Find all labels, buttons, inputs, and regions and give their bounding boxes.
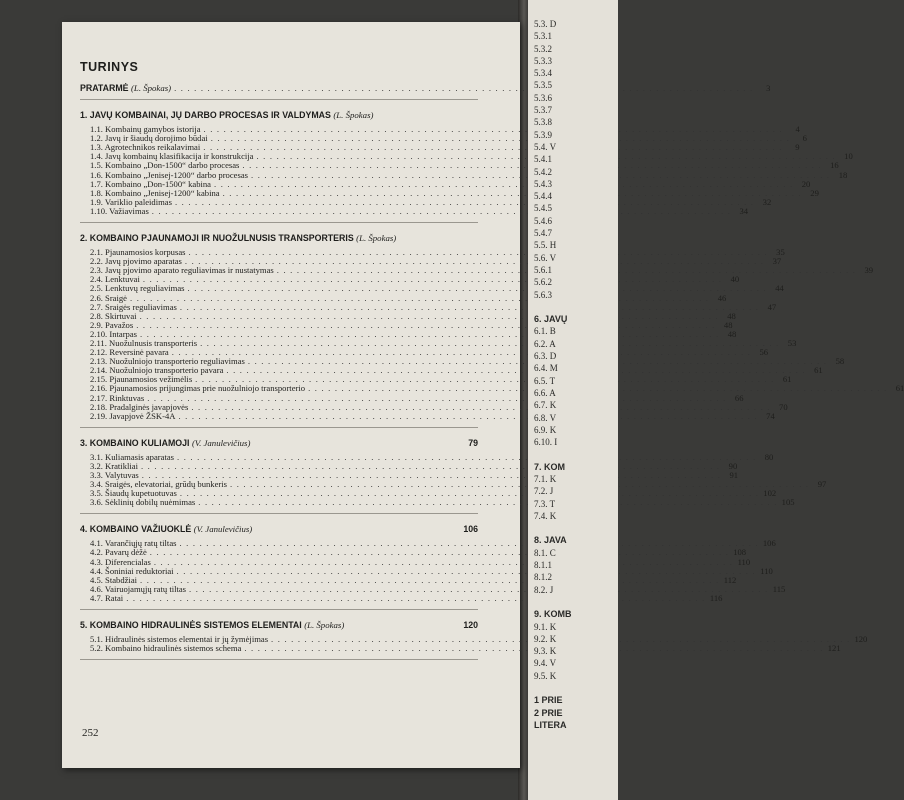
chapter-label: 1. JAVŲ KOMBAINAI, JŲ DARBO PROCESAS IR VALDYMAS xyxy=(80,110,331,121)
chapter-author: (V. Janulevičius) xyxy=(193,524,253,535)
toc-entry-title: 2.15. Pjaunamosios vežimėlis xyxy=(90,374,193,385)
right-page-fragment: 6.9. K xyxy=(534,424,557,435)
leader-dots xyxy=(198,498,777,507)
toc-entry-page: 48 xyxy=(723,319,733,330)
toc-entry-title: 4.1. Varančiųjų ratų tiltas xyxy=(90,538,177,549)
toc-title: TURINYS xyxy=(80,60,139,74)
right-page-fragment: 5.3.5 xyxy=(534,80,552,91)
toc-entry xyxy=(80,592,723,603)
right-page-fragment: 5.3.1 xyxy=(534,31,552,42)
right-page-fragment: 6.8. V xyxy=(534,412,557,423)
toc-entry-title: 2.2. Javų pjovimo aparatas xyxy=(90,256,182,267)
toc-entry-title: 1.4. Javų kombainų klasifikacija ir konstrukcija xyxy=(90,151,254,162)
right-page-fragment: 8.1.2 xyxy=(534,572,552,583)
right-page-fragment: 5.3. D xyxy=(534,19,557,29)
toc-entry-page: 61 xyxy=(782,374,792,385)
toc-entry-title: 2.16. Pjaunamosios prijungimas prie nuožulniojo transporterio xyxy=(90,383,306,394)
chapter-author: (L. Špokas) xyxy=(333,110,374,121)
right-page-fragment: 5.4.5 xyxy=(534,203,552,214)
right-page-fragment xyxy=(530,682,572,694)
right-page-fragment: 5.6. V xyxy=(534,252,557,263)
right-page-fragment: 5.3.9 xyxy=(534,129,552,140)
chapter-author: (L. Špokas) xyxy=(356,233,397,244)
toc-entry-title: 3.3. Valytuvas xyxy=(90,470,139,480)
right-page-fragment: 5.6.1 xyxy=(534,264,552,275)
right-page-fragment: 8.1.1 xyxy=(534,560,552,571)
toc-entry-page: 46 xyxy=(717,292,727,303)
toc-entry-title: 4.2. Pavarų dėžė xyxy=(90,547,147,558)
toc-entry-title: 4.5. Stabdžiai xyxy=(90,574,138,585)
toc-entry-page: 108 xyxy=(733,547,747,558)
right-page-fragment: 5.4.3 xyxy=(534,178,552,189)
toc-entry-title: 2.7. Sraigės reguliavimas xyxy=(90,301,177,312)
right-page-fragment: 6.1. B xyxy=(534,326,556,337)
toc-entry-page: 4 xyxy=(795,124,800,135)
toc-entry-title: 2.19. Javapjovė ŽSK-4A xyxy=(90,410,176,421)
right-page-fragment: 6.7. K xyxy=(534,400,557,411)
right-page-fragments xyxy=(530,18,572,731)
toc-entry-title: 2.1. Pjaunamosios korpusas xyxy=(90,247,186,258)
right-page-fragment: 5.3.3 xyxy=(534,55,552,66)
toc-entry-title: 4.7. Ratai xyxy=(90,592,124,603)
toc-entry-title: 1.1. Kombainų gamybos istorija xyxy=(90,124,201,135)
toc-entry-page: 74 xyxy=(766,410,775,421)
right-page-fragment: 5.4.4 xyxy=(534,191,552,202)
right-page-fragment: 7.1. K xyxy=(534,473,557,484)
divider xyxy=(80,222,478,223)
right-page-fragment: 8.2. J xyxy=(534,584,554,595)
toc-entry-title: 1.8. Kombaino „Jenisej-1200“ kabina xyxy=(90,187,220,198)
right-page-fragment: 5.4.1 xyxy=(534,154,552,165)
leader-dots xyxy=(174,84,753,93)
divider xyxy=(80,513,478,514)
right-page-fragment: 6.3. D xyxy=(534,351,557,362)
toc-entry-page: 44 xyxy=(775,283,784,294)
chapter-page: 79 xyxy=(468,437,478,448)
toc-entry-page: 61 xyxy=(814,365,823,376)
toc-entry-page: 110 xyxy=(760,565,773,576)
right-page-fragment: 6.2. A xyxy=(534,338,556,349)
toc-entry-page: 56 xyxy=(759,347,769,358)
toc-entry-title: 2.14. Nuožulniojo transporterio pavara xyxy=(90,365,224,376)
toc-entry-title: 2.5. Lenktuvų reguliavimas xyxy=(90,283,185,294)
toc-entry-page: 40 xyxy=(730,274,740,285)
toc-entry-page: 10 xyxy=(844,151,853,162)
toc-entry-page: 29 xyxy=(810,187,819,198)
right-page-fragment xyxy=(530,596,572,608)
toc-entry-page: 34 xyxy=(739,205,749,216)
toc-entry-page: 121 xyxy=(827,643,841,654)
right-page-fragment: 6. JAVŲ xyxy=(534,314,568,325)
toc-entry-title: 1.10. Važiavimas xyxy=(90,205,149,216)
leader-dots xyxy=(126,594,705,603)
right-page-fragment: 5.4.7 xyxy=(534,228,552,239)
right-page-fragment: 5.3.8 xyxy=(534,117,552,128)
right-page-fragment: 5.4.6 xyxy=(534,215,552,226)
chapter-page: 120 xyxy=(463,620,478,631)
right-page-fragment: 5.6.3 xyxy=(534,289,552,300)
chapter-label: 5. KOMBAINO HIDRAULINĖS SISTEMOS ELEMENTAI xyxy=(80,620,302,631)
right-page-fragment: 7.2. J xyxy=(534,486,554,497)
toc-entry-page: 48 xyxy=(727,328,737,339)
leader-dots xyxy=(152,207,731,216)
toc-entry-title: 2.13. Nuožulniojo transporterio reguliavimas xyxy=(90,356,245,367)
toc-entry-page: 102 xyxy=(763,488,777,499)
right-page-fragment xyxy=(530,301,572,313)
right-page-fragment: 6.4. M xyxy=(534,363,558,374)
toc-entry-title: 1.6. Kombaino „Jenisej-1200“ darbo procesas xyxy=(90,169,248,180)
right-page-fragment: 9.2. K xyxy=(534,633,557,644)
right-page-fragment: 9. KOMB xyxy=(534,609,572,620)
right-page-fragment: 5.3.7 xyxy=(534,105,552,116)
toc-entry-page: 106 xyxy=(762,538,776,549)
chapter-heading xyxy=(80,233,478,244)
chapter-heading xyxy=(80,438,478,449)
toc-entry-title: 2.9. Pavažos xyxy=(90,319,134,330)
preface-author: (L. Špokas) xyxy=(131,83,172,93)
toc-entry-page: 35 xyxy=(776,247,785,258)
divider xyxy=(80,99,478,100)
toc-entry-title: 1.9. Variklio paleidimas xyxy=(90,196,172,207)
toc-entry-title: 2.10. Intarpas xyxy=(90,328,138,339)
toc-entry-title: 2.12. Reversinė pavara xyxy=(90,347,169,358)
toc-entry-page: 116 xyxy=(709,592,723,603)
chapter-heading xyxy=(80,524,478,535)
toc-entry-page: 120 xyxy=(854,634,868,645)
divider xyxy=(80,427,478,428)
right-page-fragment: 5.3.2 xyxy=(534,43,552,54)
toc-entry-page: 61 xyxy=(895,383,904,394)
right-page-fragment: 5.6.2 xyxy=(534,277,552,288)
toc-entry-title: 2.4. Lenktuvai xyxy=(90,274,140,285)
toc-entry-page: 70 xyxy=(779,401,788,412)
toc-entry-page: 48 xyxy=(727,310,736,321)
toc-entry-title: 4.4. Šoniniai reduktoriai xyxy=(90,565,174,576)
toc-entry-page: 16 xyxy=(830,160,839,171)
toc-entry-page: 47 xyxy=(767,301,777,312)
toc-entry-title: 3.2. Kratikliai xyxy=(90,460,138,471)
toc-entry-page: 58 xyxy=(835,356,845,367)
right-page-fragment: 6.10. I xyxy=(534,437,558,448)
toc-entry-page: 115 xyxy=(772,583,786,594)
toc-entry-page: 32 xyxy=(762,196,772,207)
right-page-fragment: 7.3. T xyxy=(534,498,556,509)
chapter-page: 106 xyxy=(463,524,478,535)
right-page-fragment: 6.5. T xyxy=(534,375,556,386)
right-page-fragment: LITERA xyxy=(534,719,567,730)
chapter-label: 3. KOMBAINO KULIAMOJI xyxy=(80,437,190,448)
toc-entry-title: 5.2. Kombaino hidraulinės sistemos schema xyxy=(90,643,242,654)
chapter-author: (L. Špokas) xyxy=(304,620,345,631)
toc-entry-page: 90 xyxy=(728,460,738,471)
toc-entry-title: 2.3. Javų pjovimo aparato reguliavimas ir nustatymas xyxy=(90,265,274,276)
toc-entry-title: 3.5. Šiaudų kupetuotuvas xyxy=(90,488,177,499)
toc-entry-title: 3.6. Sėklinių dobilų nuėmimas xyxy=(90,497,196,508)
right-page-fragment: 5.4. V xyxy=(534,141,557,152)
divider xyxy=(80,609,478,610)
toc-entry-title: 1.2. Javų ir šiaudų dorojimo būdai xyxy=(90,133,208,144)
toc-entry-page: 80 xyxy=(764,451,774,462)
right-page-fragment: 5.3.4 xyxy=(534,68,552,79)
toc-entry-page: 110 xyxy=(737,556,751,567)
divider xyxy=(80,659,478,660)
toc-entry-page: 39 xyxy=(864,265,874,276)
preface-label: PRATARMĖ xyxy=(80,83,129,93)
right-page-fragment: 5.4.2 xyxy=(534,166,552,177)
chapter-author: (V. Janulevičius) xyxy=(191,437,251,448)
toc-entry-page: 112 xyxy=(723,574,737,585)
toc-entry-page: 37 xyxy=(772,256,782,267)
toc-entry-title: 3.4. Sraigės, elevatoriai, grūdų bunkeris xyxy=(90,479,227,490)
right-page-fragment: 6.6. A xyxy=(534,387,556,398)
toc-entry-page: 105 xyxy=(781,497,795,508)
toc-entry-title: 2.17. Rinktuvas xyxy=(90,392,145,403)
toc-entry-title: 1.3. Agrotechnikos reikalavimai xyxy=(90,142,201,153)
right-page-fragment: 7.4. K xyxy=(534,510,557,521)
right-page-fragment xyxy=(530,522,572,534)
right-page-fragment: 8. JAVA xyxy=(534,535,567,546)
toc-entry-page: 66 xyxy=(734,392,744,403)
right-page-fragment: 5.3.6 xyxy=(534,92,552,103)
toc-entry-page: 9 xyxy=(795,142,800,153)
toc-entry-title: 2.18. Pradalginės javapjovės xyxy=(90,401,189,412)
right-page-fragment: 9.3. K xyxy=(534,646,557,657)
toc-entry-title: 3.1. Kuliamasis aparatas xyxy=(90,451,175,462)
toc-entry-page: 97 xyxy=(817,479,827,490)
toc-entry-page: 6 xyxy=(802,133,807,144)
toc-entry-title: 4.3. Diferencialas xyxy=(90,556,151,567)
toc-entry-page: 18 xyxy=(838,169,848,180)
right-page xyxy=(528,0,618,800)
right-page-fragment: 2 PRIE xyxy=(534,707,563,718)
toc-entry-title: 1.7. Kombaino „Don-1500“ kabina xyxy=(90,178,212,189)
toc-entry-title: 5.1. Hidraulinės sistemos elementai ir jų žymėjimas xyxy=(90,634,269,645)
chapter-label: 2. KOMBAINO PJAUNAMOJI IR NUOŽULNUSIS TRANSPORTERIS xyxy=(80,233,354,244)
chapter-heading xyxy=(80,110,478,121)
page-number: 252 xyxy=(82,727,99,739)
toc-entry-page: 20 xyxy=(801,178,811,189)
right-page-fragment: 8.1. C xyxy=(534,547,556,558)
toc-entry-title: 4.6. Vairuojamųjų ratų tiltas xyxy=(90,583,187,594)
leader-dots xyxy=(178,412,757,421)
right-page-fragment: 9.1. K xyxy=(534,621,557,632)
toc-entry-title: 2.8. Skirtuvai xyxy=(90,310,137,321)
toc-entry-title: 1.5. Kombaino „Don-1500“ darbo procesas xyxy=(90,160,240,171)
toc-entry-page: 91 xyxy=(729,470,739,480)
chapter-heading xyxy=(80,620,478,631)
right-page-fragment xyxy=(530,448,572,460)
right-page-fragment: 9.5. K xyxy=(534,670,557,681)
preface-page: 3 xyxy=(766,83,771,93)
right-page-fragment: 7. KOM xyxy=(534,461,566,472)
toc-entry-title: 2.6. Sraigė xyxy=(90,292,127,303)
right-page-fragment: 5.5. H xyxy=(534,240,557,251)
chapter-label: 4. KOMBAINO VAŽIUOKLĖ xyxy=(80,524,192,535)
right-page-fragment: 1 PRIE xyxy=(534,695,563,706)
toc-entry-title: 2.11. Nuožulnusis transporteris xyxy=(90,337,198,348)
toc-entry-page: 53 xyxy=(787,337,797,348)
right-page-fragment: 9.4. V xyxy=(534,658,557,669)
